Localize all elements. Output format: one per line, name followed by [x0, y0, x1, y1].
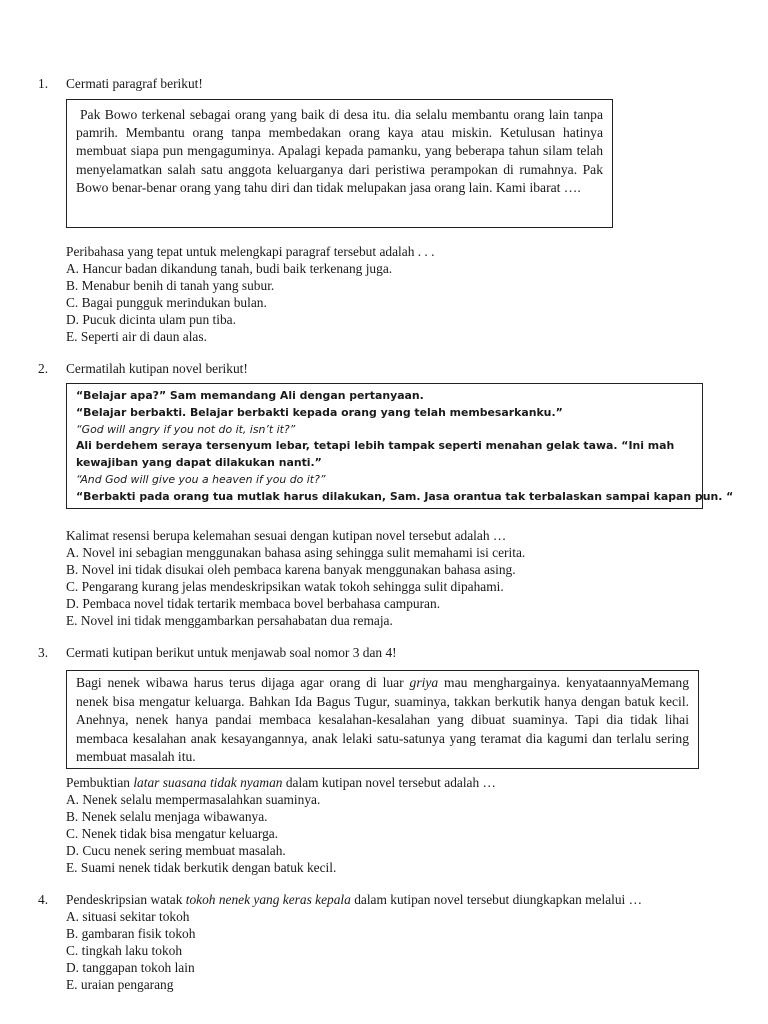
stem-part: Pendeskripsian watak — [66, 892, 186, 907]
question-1-title — [38, 76, 203, 92]
option-e: E. Seperti air di daun alas. — [66, 328, 207, 344]
question-number: 3. — [38, 645, 49, 660]
question-1-stem: Peribahasa yang tepat untuk melengkapi paragraf tersebut adalah . . . — [66, 244, 435, 259]
option-e: E. Suami nenek tidak berkutik dengan batuk kecil. — [66, 859, 337, 875]
option-e: E. uraian pengarang — [66, 976, 174, 992]
option-b: B. gambaran fisik tokoh — [66, 925, 196, 941]
dialogue-line: “Belajar apa?” Sam memandang Ali dengan pertanyaan. — [76, 389, 424, 402]
option-d: D. tanggapan tokoh lain — [66, 959, 195, 975]
question-instruction: Cermatilah kutipan novel berikut! — [66, 361, 248, 376]
dialogue-line: “Belajar berbakti. Belajar berbakti kepada orang yang telah membesarkanku.” — [76, 405, 563, 419]
option-e: E. Novel ini tidak menggambarkan persahabatan dua remaja. — [66, 612, 393, 628]
dialogue-line: “God will angry if you not do it, isn’t it?” — [76, 422, 296, 436]
question-2-stem: Kalimat resensi berupa kelemahan sesuai dengan kutipan novel tersebut adalah … — [66, 528, 507, 543]
passage-emphasis: griya — [409, 675, 439, 690]
question-instruction: Cermati kutipan berikut untuk menjawab soal nomor 3 dan 4! — [66, 645, 397, 660]
option-c: C. Nenek tidak bisa mengatur keluarga. — [66, 825, 279, 841]
dialogue-line: Ali berdehem seraya tersenyum lebar, tetapi lebih tampak seperti menahan gelak tawa. “Ini mah kewajiban yang dapat dilakukan nanti.” — [76, 439, 675, 470]
stem-part: dalam kutipan novel tersebut diungkapkan melalui … — [350, 892, 643, 907]
question-3-options — [66, 792, 336, 877]
question-2-options — [66, 545, 525, 630]
option-a: A. Nenek selalu mempermasalahkan suaminya. — [66, 792, 321, 807]
option-a: A. Novel ini sebagian menggunakan bahasa asing sehingga sulit memahami isi cerita. — [66, 545, 526, 560]
passage-text — [76, 674, 689, 767]
stem-emphasis: latar suasana tidak nyaman — [133, 775, 283, 790]
stem-part: Pembuktian — [66, 775, 134, 790]
option-b: B. Menabur benih di tanah yang subur. — [66, 277, 275, 293]
stem-part: dalam kutipan novel tersebut adalah … — [282, 775, 496, 790]
dialogue-line: “And God will give you a heaven if you do it?” — [76, 472, 326, 486]
option-b: B. Nenek selalu menjaga wibawanya. — [66, 808, 268, 824]
question-number: 1. — [38, 76, 49, 91]
question-1-options — [66, 261, 392, 346]
passage-box-1 — [66, 99, 613, 228]
question-3-stem — [66, 775, 496, 791]
passage-part: Bagi nenek wibawa harus terus dijaga agar orang di luar — [76, 675, 410, 690]
stem-emphasis: tokoh nenek yang keras kepala — [185, 892, 351, 907]
option-d: D. Pucuk dicinta ulam pun tiba. — [66, 311, 236, 327]
passage-text: Pak Bowo terkenal sebagai orang yang baik di desa itu. dia selalu membantu orang lain tanpa pamrih. Membantu orang tanpa membedakan orang kaya atau miskin. Ketulusan hatinya membuat siapa pun mengaguminya. Apalagi kepada pamanku, yang beberapa tahun silam telah menyelamatkan salah satu anggota keluarganya dari peristiwa perampokan di rumahnya. Pak Bowo benar-benar orang yang tahu diri dan tidak melupakan jasa orang lain. Kami ibarat …. — [76, 107, 603, 195]
option-d: D. Cucu nenek sering membuat masalah. — [66, 842, 286, 858]
question-4-title — [38, 892, 642, 908]
passage-part: mau menghargainya. kenyataannyaMemang nenek bisa mengatur keluarga. Bahkan Ida Bagus Tugur, suaminya, takkan berkutik hanya dengan batuk kecil. Anehnya, nenek hanya pandai membaca kesalahan-kesalahan yang dibuat suaminya. Tapi dia tidak lihai membaca kesalahan anak kesayangannya, anak lelaki satu-satunya yang teramat dia kagumi dan terlalu sering membuat masalah itu. — [76, 675, 690, 765]
option-c: C. tingkah laku tokoh — [66, 942, 183, 958]
question-4-options — [66, 909, 195, 994]
passage-box-3 — [66, 670, 699, 769]
option-c: C. Bagai pungguk merindukan bulan. — [66, 294, 267, 310]
option-c: C. Pengarang kurang jelas mendeskripsikan watak tokoh sehingga sulit dipahami. — [66, 578, 504, 594]
dialogue-line: “Berbakti pada orang tua mutlak harus dilakukan, Sam. Jasa orantua tak terbalaskan sampai kapan pun. “ — [76, 489, 734, 503]
question-number: 4. — [38, 892, 49, 907]
option-a: A. situasi sekitar tokoh — [66, 909, 190, 924]
question-number: 2. — [38, 361, 49, 376]
question-2-title — [38, 361, 248, 377]
option-a: A. Hancur badan dikandung tanah, budi baik terkenang juga. — [66, 261, 393, 276]
novel-excerpt-box — [66, 383, 734, 509]
option-b: B. Novel ini tidak disukai oleh pembaca karena banyak menggunakan bahasa asing. — [66, 561, 516, 577]
question-3-title — [38, 645, 397, 661]
option-d: D. Pembaca novel tidak tertarik membaca bovel berbahasa campuran. — [66, 595, 441, 611]
question-instruction: Cermati paragraf berikut! — [66, 76, 203, 91]
